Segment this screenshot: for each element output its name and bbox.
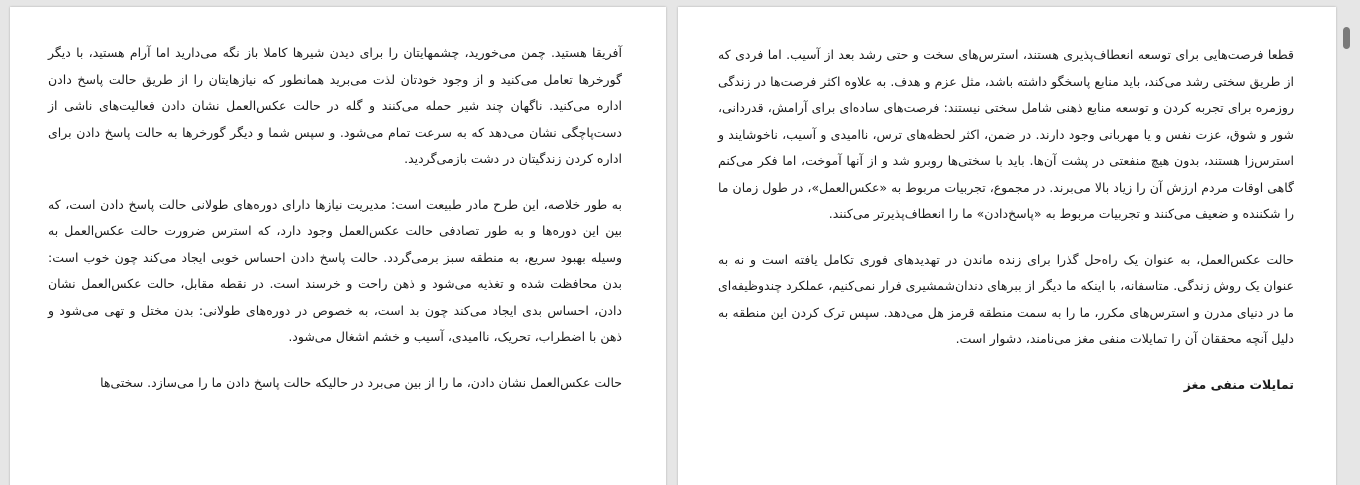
page-left-text: [48, 40, 622, 415]
scrollbar-thumb[interactable]: [1343, 27, 1350, 49]
paragraph: آفریقا هستید. چمن می‌خورید، چشمهایتان را برای دیدن شیرها کاملا باز نگه می‌دارید اما آرام هستید، با دیگر گورخرها تعامل می‌کنید و از وجود خودتان لذت می‌برید همانطور که نیازهایتان را از طریق حالت پاسخ دادن اداره می‌کنید. ناگهان چند شیر حمله می‌کنند و گله در حالت عکس‌العمل نشان دادن فعالیت‌های ناشی از دست‌پاچگی نشان می‌دهد که به سرعت تمام می‌شود. و سپس شما و دیگر گورخرها به حالت پاسخ دادن برای اداره کردن زندگیتان در دشت بازمی‌گردید.: [48, 45, 622, 166]
vertical-scrollbar[interactable]: [1340, 0, 1360, 485]
paragraph: به طور خلاصه، این طرح مادر طبیعت است: مدیریت نیازها دارای دوره‌های طولانی حالت پاسخ دادن است، که بین این دوره‌ها و به طور تصادفی حالت عکس‌العمل وجود دارد، که استرس ضرورت حالت عکس‌العمل به وسیله بهبود سریع، به منطقه سبز برمی‌گردد. حالت پاسخ دادن احساس خوبی ایجاد می‌کند چون خوب است: بدن محافظت شده و تغذیه می‌شود و ذهن راحت و خرسند است. در نقطه مقابل، حالت عکس‌العمل نشان دادن، احساس بدی ایجاد می‌کند چون بد است، به خصوص در دوره‌های طولانی: بدن مختل و تهی می‌شود و ذهن با اضطراب، تحریک، ناامیدی، آسیب و خشم اشغال می‌شود.: [48, 196, 622, 344]
paragraph: حالت عکس‌العمل نشان دادن، ما را از بین می‌برد در حالیکه حالت پاسخ دادن ما را می‌سازد. سختی‌ها: [100, 374, 622, 390]
page-right-text: [718, 42, 1294, 398]
section-heading: تمایلات منفی مغز: [1183, 376, 1294, 392]
page-left: [10, 7, 666, 485]
paragraph: قطعا فرصت‌هایی برای توسعه انعطاف‌پذیری هستند، استرس‌های سخت و حتی رشد بعد از آسیب. اما فردی که از طریق سختی رشد می‌کند، باید منابع پاسخگو داشته باشد، مثل عزم و هدف. به علاوه اکثر فرصت‌ها در زندگی روزمره برای تجربه کردن و توسعه منابع ذهنی شامل سختی نیستند: فرصت‌های ساده‌ای برای آرامش، قدردانی، شور و شوق، عزت نفس و یا مهربانی وجود دارند. در ضمن، اکثر لحظه‌های ترس، ناامیدی و آسیب، ناخوشایند و استرس‌زا هستند، بدون هیچ منفعتی در پشت آن‌ها. باید با سختی‌ها روبرو شد و از آنها آموخت، اما فکر می‌کنم گاهی اوقات مردم ارزش آن را زیاد بالا می‌برند. در مجموع، تجربیات مربوط به «عکس‌العمل»، در طول زمان ما را شکننده و ضعیف می‌کنند و تجربیات مربوط به «پاسخ‌دادن» ما را انعطاف‌پذیرتر می‌کنند.: [718, 47, 1294, 221]
paragraph: حالت عکس‌العمل، به عنوان یک راه‌حل گذرا برای زنده ماندن در تهدیدهای فوری تکامل یافته است و نه به عنوان یک روش زندگی. متاسفانه، با اینکه ما دیگر از ببرهای دندان‌شمشیری فرار نمی‌کنیم، عملکرد چندوظیفه‌ای ما در دنیای مدرن و استرس‌های مکرر، ما را به سمت منطقه قرمز هل می‌دهد. سپس ترک کردن این منطقه به دلیل آنچه محققان آن را تمایلات منفی مغز می‌نامند، دشوار است.: [718, 251, 1294, 346]
page-right: [678, 7, 1336, 485]
